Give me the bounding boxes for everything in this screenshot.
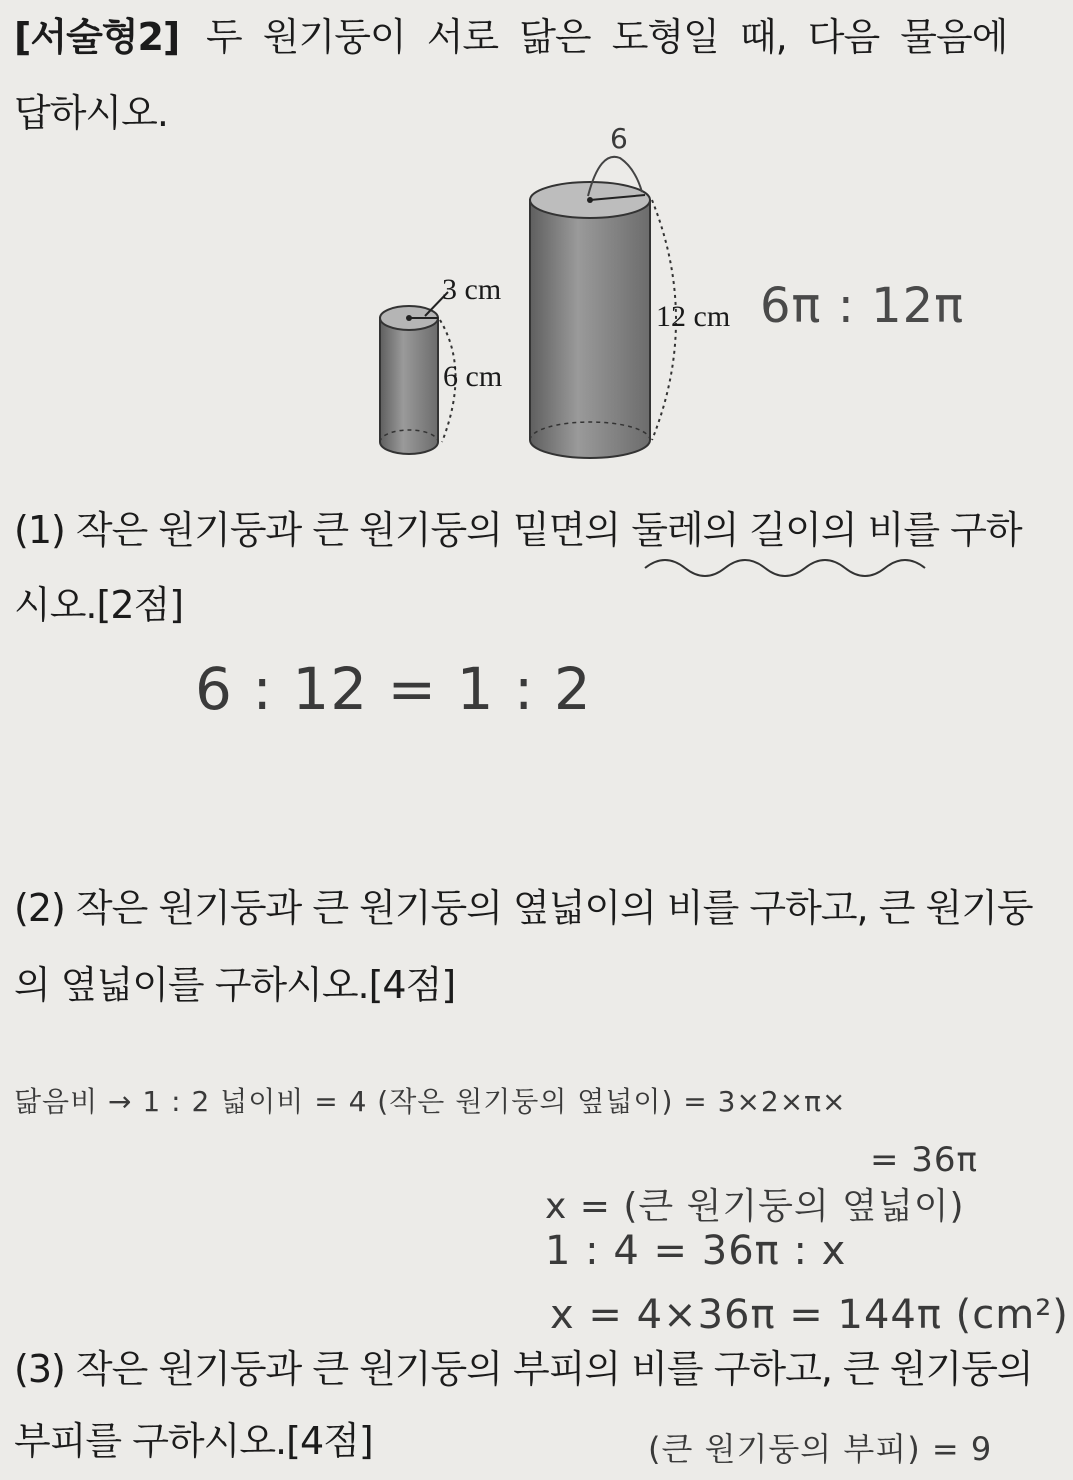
part3-text-line1: (3) 작은 원기둥과 큰 원기둥의 부피의 비를 구하고, 큰 원기둥의	[14, 1347, 1033, 1391]
part1-answer: 6 : 12 = 1 : 2	[195, 655, 592, 723]
large-radius-note: 6	[610, 122, 629, 155]
part2-work-line3: x = (큰 원기둥의 옆넓이)	[545, 1186, 965, 1227]
question-text: 두 원기둥이 서로 닮은 도형일 때, 다음 물음에	[206, 15, 1008, 59]
part2-work-line4: 1 : 4 = 36π : x	[545, 1228, 847, 1274]
part2-text-line2: 의 옆넓이를 구하시오.[4점]	[14, 963, 456, 1007]
handwritten-ratio: 6π : 12π	[760, 278, 965, 334]
part3-work-line1: (큰 원기둥의 부피) = 9	[648, 1430, 993, 1468]
large-cylinder	[530, 157, 676, 458]
large-height-label: 12 cm	[656, 300, 731, 333]
question-text-cont: 답하시오.	[14, 91, 168, 135]
part2-text-line1: (2) 작은 원기둥과 큰 원기둥의 옆넓이의 비를 구하고, 큰 원기둥	[14, 886, 1033, 930]
question-tag: [서술형2]	[14, 15, 180, 59]
small-radius-label: 3 cm	[442, 273, 502, 306]
wavy-underline	[645, 560, 925, 576]
part3-text-line2: 부피를 구하시오.[4점]	[14, 1419, 373, 1463]
part2-work-line2: = 36π	[870, 1140, 979, 1180]
part2-work-line5: x = 4×36π = 144π (cm²)	[550, 1292, 1069, 1338]
part1-text-line1: (1) 작은 원기둥과 큰 원기둥의 밑면의 둘레의 길이의 비를 구하	[14, 508, 1022, 552]
cylinders-figure	[0, 0, 1073, 480]
part1-text-line2: 시오.[2점]	[14, 583, 184, 627]
part2-work-line1: 닮음비 → 1 : 2 넓이비 = 4 (작은 원기둥의 옆넓이) = 3×2×π×	[14, 1085, 847, 1118]
small-height-label: 6 cm	[443, 360, 503, 393]
